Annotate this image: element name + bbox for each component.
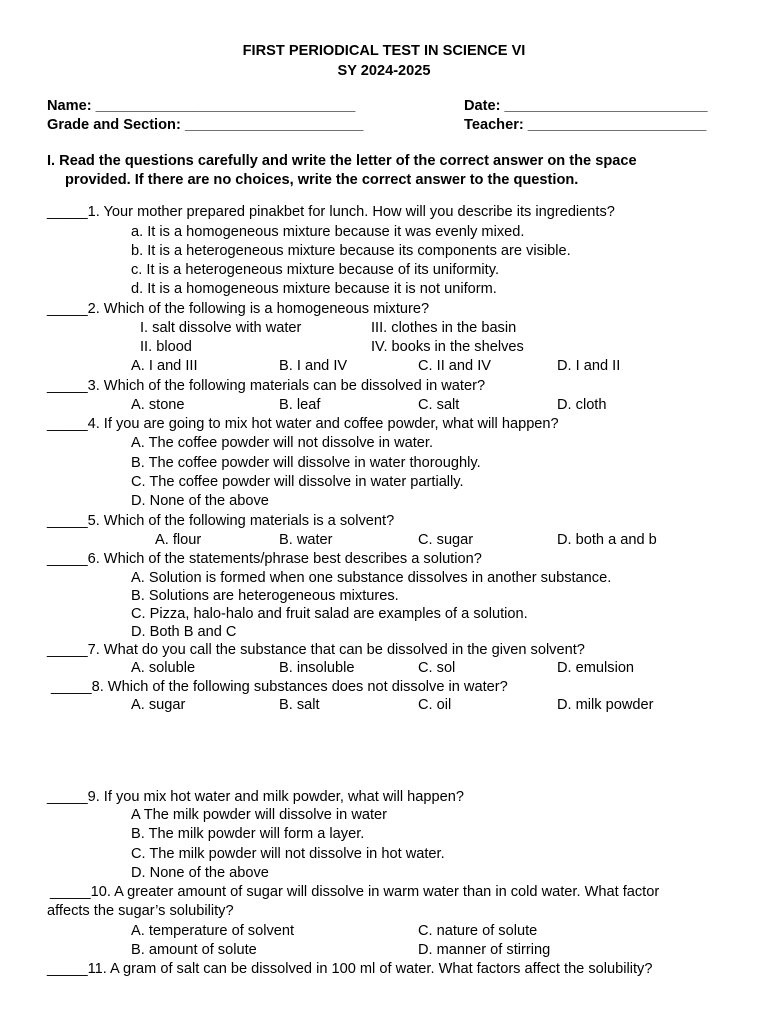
q8-choice-a: A. sugar: [131, 697, 186, 713]
grade-section-field[interactable]: Grade and Section: ______________________: [47, 117, 364, 133]
q9-choice-d: D. None of the above: [131, 865, 269, 881]
q3-choice-a: A. stone: [131, 397, 185, 413]
q8-choice-b: B. salt: [279, 697, 320, 713]
q5-choice-c: C. sugar: [418, 532, 474, 548]
question-3-stem: _____3. Which of the following materials can be dissolved in water?: [47, 378, 486, 394]
name-field[interactable]: Name: ________________________________: [47, 98, 356, 114]
question-11-stem: _____11. A gram of salt can be dissolved in 100 ml of water. What factors affect the solubility?: [47, 961, 653, 977]
q5-choice-a: A. flour: [155, 532, 202, 548]
instructions-line-1: I. Read the questions carefully and write the letter of the correct answer on the space: [47, 153, 637, 169]
q5-choice-b: B. water: [279, 532, 333, 548]
q10-choice-d: D. manner of stirring: [418, 942, 551, 958]
q7-choice-d: D. emulsion: [557, 660, 635, 676]
q2-choice-d: D. I and II: [557, 358, 621, 374]
q2-choice-b: B. I and IV: [279, 358, 348, 374]
q8-choice-c: C. oil: [418, 697, 452, 713]
teacher-field[interactable]: Teacher: ______________________: [464, 117, 707, 133]
q2-item-iv: IV. books in the shelves: [371, 339, 524, 355]
question-6-stem: _____6. Which of the statements/phrase best describes a solution?: [47, 551, 482, 567]
q1-choice-c: c. It is a heterogeneous mixture because of its uniformity.: [131, 262, 499, 278]
q2-item-i: I. salt dissolve with water: [140, 320, 302, 336]
q6-choice-a: A. Solution is formed when one substance dissolves in another substance.: [131, 570, 612, 586]
q9-choice-c: C. The milk powder will not dissolve in hot water.: [131, 846, 445, 862]
q9-choice-a: A The milk powder will dissolve in water: [131, 807, 388, 823]
q2-choice-c: C. II and IV: [418, 358, 492, 374]
question-10-stem-line-2: affects the sugar’s solubility?: [47, 903, 234, 919]
q1-choice-b: b. It is a heterogeneous mixture because its components are visible.: [131, 243, 571, 259]
q2-item-iii: III. clothes in the basin: [371, 320, 517, 336]
q8-choice-d: D. milk powder: [557, 697, 654, 713]
q10-choice-c: C. nature of solute: [418, 923, 538, 939]
question-5-stem: _____5. Which of the following materials is a solvent?: [47, 513, 395, 529]
q2-item-ii: II. blood: [140, 339, 192, 355]
question-1-stem: _____1. Your mother prepared pinakbet for lunch. How will you describe its ingredients?: [47, 204, 615, 220]
q10-choice-b: B. amount of solute: [131, 942, 257, 958]
question-9-stem: _____9. If you mix hot water and milk powder, what will happen?: [47, 789, 464, 805]
q6-choice-d: D. Both B and C: [131, 624, 237, 640]
q3-choice-b: B. leaf: [279, 397, 321, 413]
q7-choice-a: A. soluble: [131, 660, 196, 676]
q10-choice-a: A. temperature of solvent: [131, 923, 295, 939]
q4-choice-a: A. The coffee powder will not dissolve in water.: [131, 435, 434, 451]
q9-choice-b: B. The milk powder will form a layer.: [131, 826, 365, 842]
q6-choice-c: C. Pizza, halo-halo and fruit salad are examples of a solution.: [131, 606, 528, 622]
school-year: SY 2024-2025: [337, 63, 431, 79]
question-7-stem: _____7. What do you call the substance that can be dissolved in the given solvent?: [47, 642, 585, 658]
q4-choice-c: C. The coffee powder will dissolve in water partially.: [131, 474, 464, 490]
q7-choice-c: C. sol: [418, 660, 456, 676]
q4-choice-b: B. The coffee powder will dissolve in water thoroughly.: [131, 455, 481, 471]
q4-choice-d: D. None of the above: [131, 493, 269, 509]
q2-choice-a: A. I and III: [131, 358, 198, 374]
q5-choice-d: D. both a and b: [557, 532, 657, 548]
q3-choice-c: C. salt: [418, 397, 460, 413]
question-2-stem: _____2. Which of the following is a homogeneous mixture?: [47, 301, 430, 317]
page-title: FIRST PERIODICAL TEST IN SCIENCE VI: [242, 43, 526, 59]
question-8-stem: _____8. Which of the following substances does not dissolve in water?: [51, 679, 508, 695]
q3-choice-d: D. cloth: [557, 397, 607, 413]
question-4-stem: _____4. If you are going to mix hot water and coffee powder, what will happen?: [47, 416, 559, 432]
q6-choice-b: B. Solutions are heterogeneous mixtures.: [131, 588, 399, 604]
question-10-stem-line-1: _____10. A greater amount of sugar will dissolve in warm water than in cold water. What factor: [50, 884, 660, 900]
q1-choice-a: a. It is a homogeneous mixture because it was evenly mixed.: [131, 224, 525, 240]
q1-choice-d: d. It is a homogeneous mixture because it is not uniform.: [131, 281, 497, 297]
q7-choice-b: B. insoluble: [279, 660, 355, 676]
instructions-line-2: provided. If there are no choices, write the correct answer to the question.: [65, 172, 579, 188]
date-field[interactable]: Date: _________________________: [464, 98, 708, 114]
